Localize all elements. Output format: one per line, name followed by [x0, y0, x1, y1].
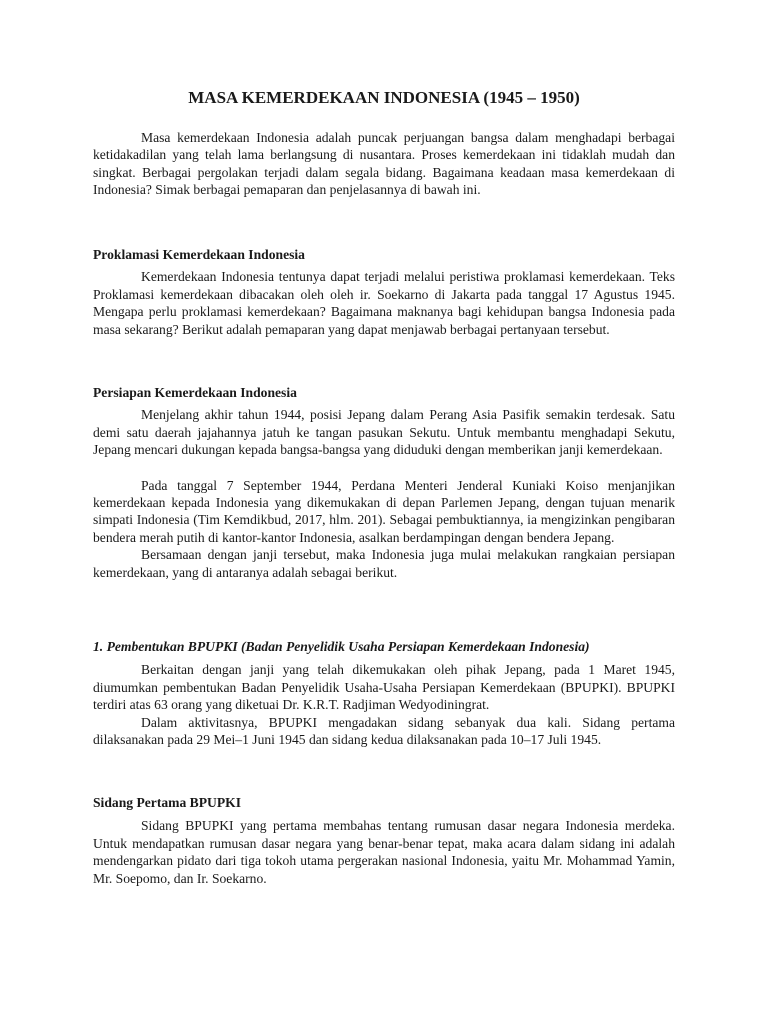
section-sidang-pertama	[93, 794, 675, 887]
section-proklamasi	[93, 246, 675, 338]
paragraph: Kemerdekaan Indonesia tentunya dapat terjadi melalui peristiwa proklamasi kemerdekaan. Teks Proklamasi kemerdekaan dibacakan oleh oleh ir. Soekarno di Jakarta pada tanggal 17 Agustus 1945. Mengapa perlu proklamasi kemerdekaan? Bagaimana maknanya bagi kehidupan bangsa Indonesia pada masa sekarang? Berikut adalah pemaparan yang dapat menjawab berbagai pertanyaan tersebut.	[93, 269, 675, 337]
document-title: MASA KEMERDEKAAN INDONESIA (1945 – 1950)	[188, 88, 580, 107]
section-heading: Sidang Pertama BPUPKI	[93, 795, 242, 810]
paragraph: Sidang BPUPKI yang pertama membahas tentang rumusan dasar negara Indonesia merdeka. Untuk mendapatkan rumusan dasar negara yang benar-benar tepat, maka acara dalam sidang ini adalah mendengarkan pidato dari tiga tokoh utama pergerakan nasional Indonesia, yaitu Mr. Mohammad Yamin, Mr. Soepomo, dan Ir. Soekarno.	[93, 818, 675, 886]
section-heading: Persiapan Kemerdekaan Indonesia	[93, 385, 297, 400]
paragraph: Dalam aktivitasnya, BPUPKI mengadakan sidang sebanyak dua kali. Sidang pertama dilaksanakan pada 29 Mei–1 Juni 1945 dan sidang kedua dilaksanakan pada 10–17 Juli 1945.	[93, 714, 675, 748]
paragraph: Bersamaan dengan janji tersebut, maka Indonesia juga mulai melakukan rangkaian persiapan kemerdekaan, yang di antaranya adalah sebagai berikut.	[93, 547, 675, 580]
section-heading: 1. Pembentukan BPUPKI (Badan Penyelidik Usaha Persiapan Kemerdekaan Indonesia)	[93, 639, 590, 654]
section-heading: Proklamasi Kemerdekaan Indonesia	[93, 247, 305, 262]
paragraph: Berkaitan dengan janji yang telah dikemukakan oleh pihak Jepang, pada 1 Maret 1945, diumumkan pembentukan Badan Penyelidik Usaha-Usaha Persiapan Kemerdekaan (BPUPKI). BPUPKI terdiri atas 63 orang yang diketuai Dr. K.R.T. Radjiman Wedyodiningrat.	[93, 662, 675, 713]
section-bpupki	[93, 638, 675, 748]
paragraph: Pada tanggal 7 September 1944, Perdana Menteri Jenderal Kuniaki Koiso menjanjikan kemerdekaan kepada Indonesia yang dikemukakan di depan Parlemen Jepang, dengan tujuan menarik simpati Indonesia (Tim Kemdikbud, 2017, hlm. 201). Sebagai pembuktiannya, ia mengizinkan pengibaran bendera merah putih di kantor-kantor Indonesia, asalkan berdampingan dengan bendera Jepang.	[93, 477, 675, 545]
intro-block	[93, 129, 675, 199]
section-persiapan	[93, 384, 675, 581]
intro-paragraph: Masa kemerdekaan Indonesia adalah puncak perjuangan bangsa dalam menghadapi berbagai ketidakadilan yang telah lama berlangsung di nusantara. Proses kemerdekaan ini tidaklah mudah dan singkat. Berbagai pergolakan terjadi dalam segala bidang. Bagaimana keadaan masa kemerdekaan di Indonesia? Simak berbagai pemaparan dan penjelasannya di bawah ini.	[93, 130, 675, 198]
paragraph: Menjelang akhir tahun 1944, posisi Jepang dalam Perang Asia Pasifik semakin terdesak. Satu demi satu daerah jajahannya jatuh ke tangan pasukan Sekutu. Untuk membantu menghadapi Sekutu, Jepang mencari dukungan kepada bangsa-bangsa yang diduduki dengan memberikan janji kemerdekaan.	[93, 407, 675, 458]
